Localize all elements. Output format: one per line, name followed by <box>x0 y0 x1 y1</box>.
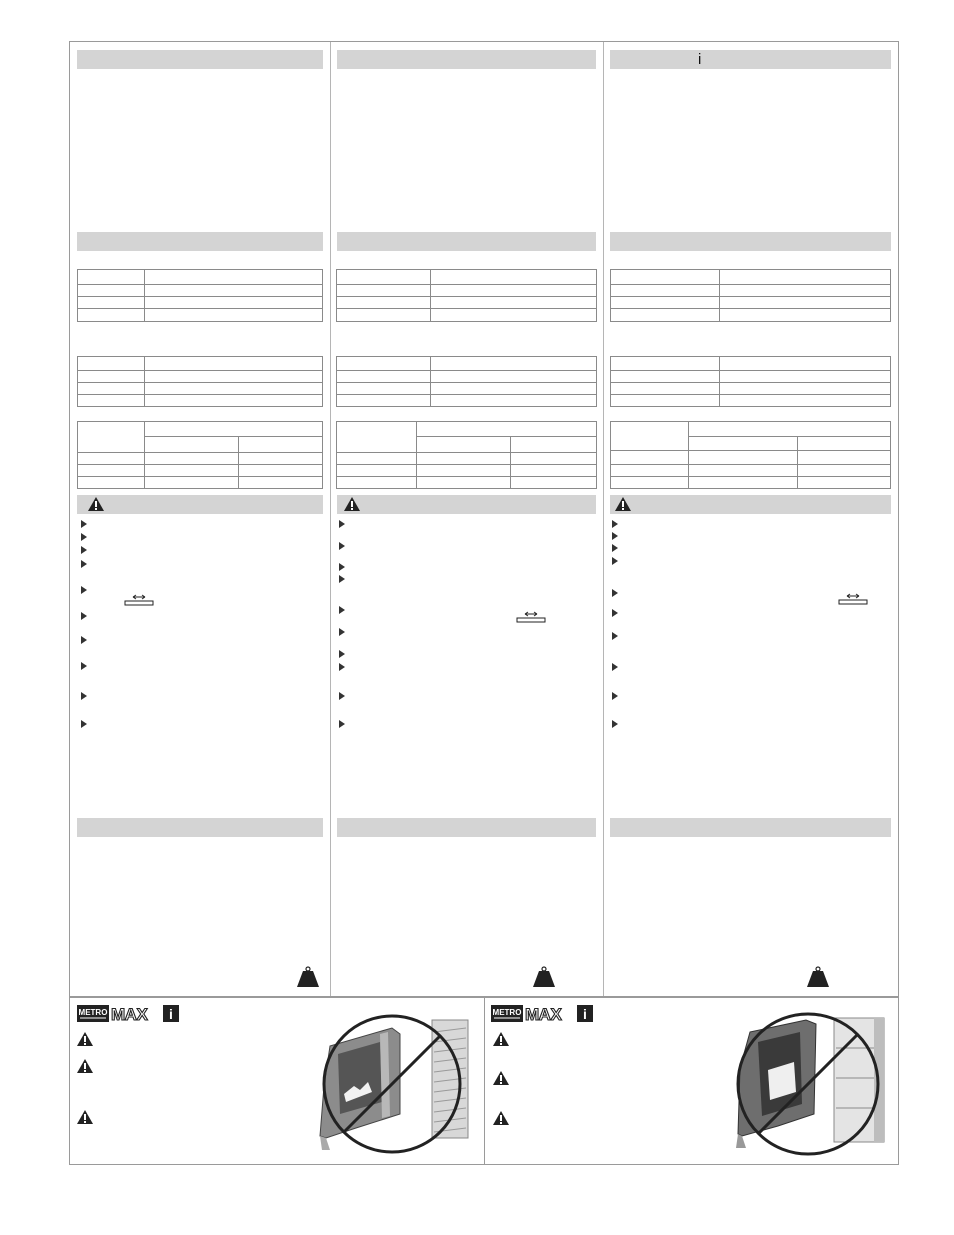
metro-max-i-logo <box>77 1005 179 1022</box>
col1-section-heading-3 <box>77 818 323 837</box>
warning-triangle-icon <box>492 1070 510 1086</box>
col2-table-3 <box>336 421 597 489</box>
warning-triangle-icon <box>76 1031 94 1047</box>
col2-table-1 <box>336 269 597 322</box>
prohibited-bin-mounting-illustration <box>316 1010 474 1156</box>
svg-text:METRO: METRO <box>492 1008 522 1017</box>
bullet-arrow-icon <box>81 586 87 594</box>
metro-max-i-logo <box>491 1005 593 1022</box>
bullet-arrow-icon <box>612 692 618 700</box>
top-frame <box>69 41 899 997</box>
bullet-arrow-icon <box>612 520 618 528</box>
bullet-arrow-icon <box>612 557 618 565</box>
col1-section-heading-2 <box>77 232 323 251</box>
bullet-arrow-icon <box>612 632 618 640</box>
warning-triangle-icon <box>614 496 632 512</box>
svg-text:i: i <box>583 1006 587 1022</box>
col3-table-2 <box>610 356 891 407</box>
warning-triangle-icon <box>492 1110 510 1126</box>
bullet-arrow-icon <box>339 520 345 528</box>
svg-text:METRO: METRO <box>78 1008 108 1017</box>
bullet-arrow-icon <box>81 520 87 528</box>
weight-icon <box>296 966 320 988</box>
bullet-arrow-icon <box>612 532 618 540</box>
col3-warning-heading <box>610 495 891 514</box>
width-dimension-icon <box>838 593 868 605</box>
col3-section-heading-2 <box>610 232 891 251</box>
bullet-arrow-icon <box>339 628 345 636</box>
col1-table-1 <box>77 269 323 322</box>
bullet-arrow-icon <box>81 533 87 541</box>
svg-text:MAX: MAX <box>525 1005 562 1022</box>
col2-section-heading-3 <box>337 818 596 837</box>
bullet-arrow-icon <box>339 606 345 614</box>
col3-table-3 <box>610 421 891 489</box>
col3-table-1 <box>610 269 891 322</box>
bullet-arrow-icon <box>612 589 618 597</box>
bullet-arrow-icon <box>339 563 345 571</box>
warning-triangle-icon <box>76 1058 94 1074</box>
bullet-arrow-icon <box>339 720 345 728</box>
bullet-arrow-icon <box>612 609 618 617</box>
svg-text:i: i <box>169 1006 173 1022</box>
col1-table-2 <box>77 356 323 407</box>
bullet-arrow-icon <box>612 663 618 671</box>
col1-warning-heading <box>77 495 323 514</box>
col2-section-heading-1 <box>337 50 596 69</box>
warning-triangle-icon <box>492 1031 510 1047</box>
bullet-arrow-icon <box>339 692 345 700</box>
bullet-arrow-icon <box>81 546 87 554</box>
width-dimension-icon <box>124 594 154 606</box>
bullet-arrow-icon <box>81 636 87 644</box>
bullet-arrow-icon <box>339 663 345 671</box>
warning-triangle-icon <box>343 496 361 512</box>
col2-table-2 <box>336 356 597 407</box>
col3-section-heading-3 <box>610 818 891 837</box>
prohibited-bin-mounting-illustration <box>728 1008 888 1158</box>
col2-section-heading-2 <box>337 232 596 251</box>
col2-warning-heading <box>337 495 596 514</box>
column-divider-1 <box>330 42 331 996</box>
svg-text:MAX: MAX <box>111 1005 148 1022</box>
warning-triangle-icon <box>87 496 105 512</box>
col1-table-3 <box>77 421 323 489</box>
weight-icon <box>532 966 556 988</box>
warning-triangle-icon <box>76 1109 94 1125</box>
col1-section-heading-1 <box>77 50 323 69</box>
bullet-arrow-icon <box>612 544 618 552</box>
bullet-arrow-icon <box>339 575 345 583</box>
width-dimension-icon <box>516 611 546 623</box>
bullet-arrow-icon <box>81 612 87 620</box>
column-divider-2 <box>603 42 604 996</box>
bullet-arrow-icon <box>339 542 345 550</box>
bullet-arrow-icon <box>81 560 87 568</box>
bullet-arrow-icon <box>339 650 345 658</box>
col3-section-heading-1 <box>610 50 891 69</box>
bullet-arrow-icon <box>612 720 618 728</box>
bullet-arrow-icon <box>81 720 87 728</box>
bullet-arrow-icon <box>81 662 87 670</box>
bullet-arrow-icon <box>81 692 87 700</box>
col3-heading-text: i <box>698 51 702 68</box>
weight-icon <box>806 966 830 988</box>
